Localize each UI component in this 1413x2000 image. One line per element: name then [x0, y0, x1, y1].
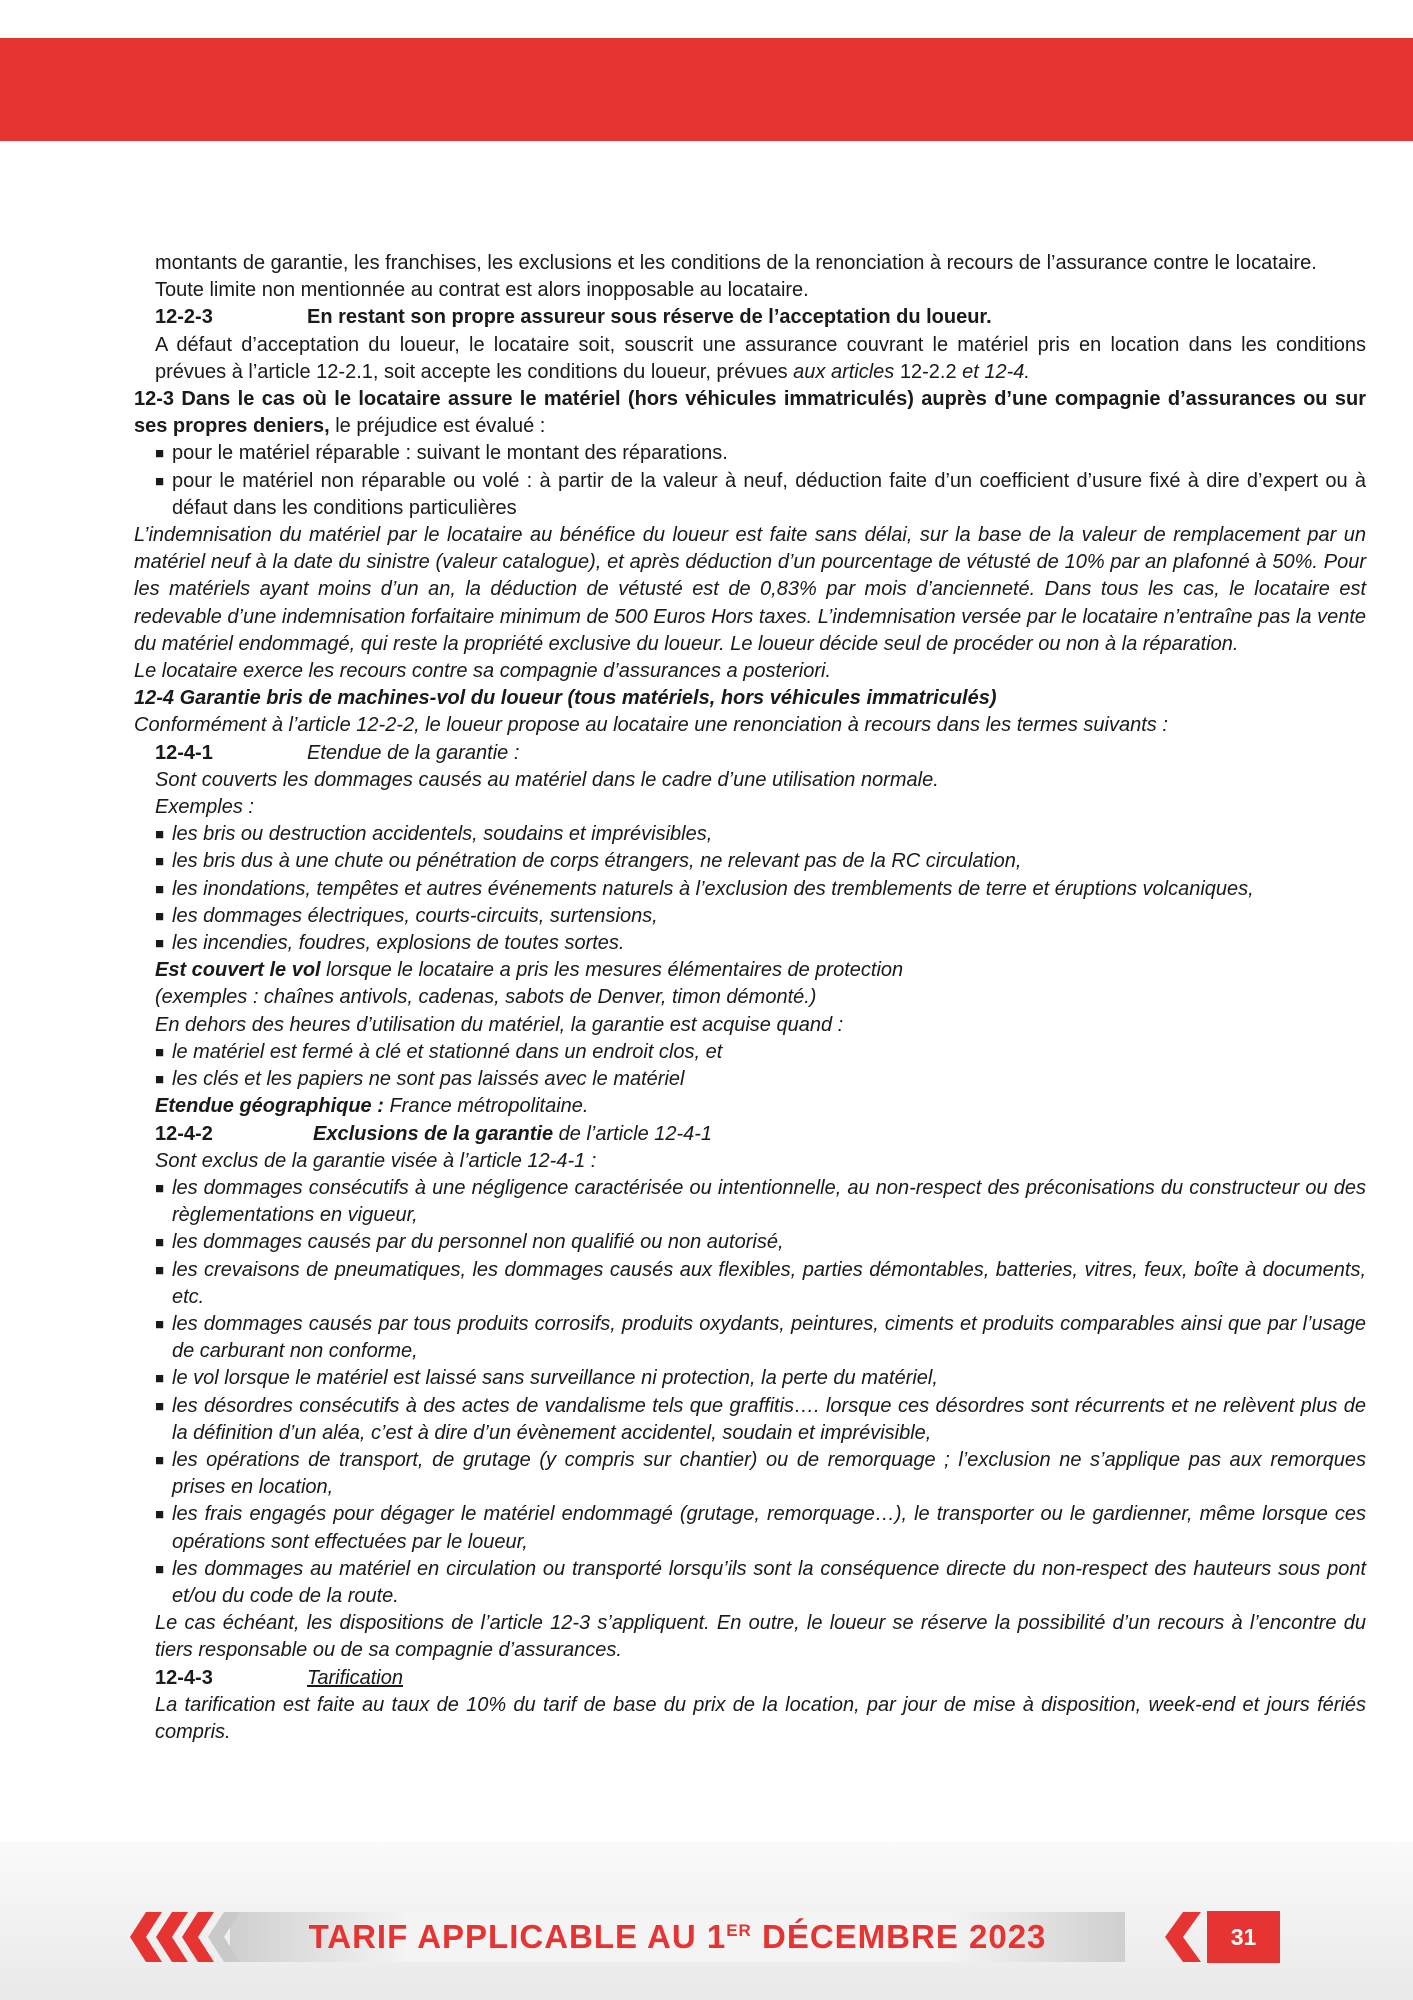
- paragraph: Toute limite non mentionnée au contrat est alors inopposable au locataire.: [155, 279, 809, 302]
- paragraph: L’indemnisation du matériel par le locataire au bénéfice du loueur est faite sans délai, sur la base de la valeur de remplacement par un matériel neuf à la date du sinistre (valeur catalogue), et après déduction d’un pourcentage de vétusté de 10% par an plafonné à 50%. Pour les matériels ayant moins d’un an, la déduction de vétusté est de 0,83% par mois d’ancienneté. Dans tous les cas, le locataire est redevable d’une indemnisation forfaitaire minimum de 500 Euros Hors taxes. L’indemnisation versée par le locataire n’entraîne pas la vente du matériel endommagé, qui reste la propriété exclusive du loueur. Le loueur décide seul de procéder ou non à la réparation.: [134, 524, 1366, 655]
- list-item: ■ les dommages consécutifs à une négligence caractérisée ou intentionnelle, au non-respect des préconisations du constructeur ou des règlementations en vigueur,: [155, 1176, 1366, 1227]
- paragraph: montants de garantie, les franchises, les exclusions et les conditions de la renonciation à recours de l’assurance contre le locataire.: [155, 252, 1317, 274]
- list-item: ■ les inondations, tempêtes et autres événements naturels à l’exclusion des tremblements de terre et éruptions volcaniques,: [155, 877, 1254, 900]
- paragraph: Le locataire exerce les recours contre sa compagnie d’assurances a posteriori.: [134, 660, 832, 683]
- paragraph: Exemples :: [155, 796, 254, 819]
- section-heading-12-4-3: 12-4-3 Tarification: [155, 1666, 403, 1689]
- footer-title: TARIF APPLICABLE AU 1ER DÉCEMBRE 2023: [308, 1918, 1047, 1955]
- list-item: ■ les frais engagés pour dégager le matériel endommagé (grutage, remorquage…), le transporter ou le gardienner, même lorsque ces opérations sont effectuées par le loueur,: [155, 1503, 1366, 1553]
- list-item: ■ pour le matériel réparable : suivant le montant des réparations.: [155, 442, 728, 465]
- section-heading-12-4-1: 12-4-1 Etendue de la garantie :: [155, 741, 520, 764]
- list-item: ■ les crevaisons de pneumatiques, les dommages causés aux flexibles, parties démontables, batteries, vitres, feux, boîte à documents, etc.: [155, 1258, 1366, 1308]
- section-heading-12-2-3: [134, 304, 1366, 331]
- paragraph: Sont couverts les dommages causés au matériel dans le cadre d’une utilisation normale.: [155, 768, 939, 791]
- page-number: 31: [1207, 1911, 1280, 1963]
- section-heading-12-3: 12-3 Dans le cas où le locataire assure le matériel (hors véhicules immatriculés) auprès d’une compagnie d’assurances ou sur ses propres deniers, le préjudice est évalué :: [134, 388, 1366, 438]
- list-item: ■ les opérations de transport, de grutage (y compris sur chantier) ou de remorquage ; l’exclusion ne s’applique pas aux remorques prises en location,: [155, 1448, 1366, 1499]
- list-item: ■ les clés et les papiers ne sont pas laissés avec le matériel: [155, 1068, 685, 1091]
- paragraph: En dehors des heures d’utilisation du matériel, la garantie est acquise quand :: [155, 1013, 844, 1036]
- list-item: ■ les désordres consécutifs à des actes de vandalisme tels que graffitis…. lorsque ces désordres sont récurrents et ne relèvent plus de la définition d’un aléa, c’est à dire d’un évènement accidentel, soudain et imprévisible,: [155, 1394, 1366, 1444]
- list-item: ■ le matériel est fermé à clé et stationné dans un endroit clos, et: [155, 1040, 723, 1063]
- paragraph: Conformément à l’article 12-2-2, le loueur propose au locataire une renonciation à recours dans les termes suivants :: [134, 714, 1168, 737]
- list-item: ■ les dommages causés par tous produits corrosifs, produits oxydants, peintures, ciments et produits comparables ainsi que par l’usage de carburant non conforme,: [155, 1312, 1366, 1363]
- paragraph: Etendue géographique : France métropolitaine.: [155, 1095, 589, 1118]
- chevron-left-icon: [1163, 1912, 1203, 1962]
- list-item: ■ les dommages au matériel en circulation ou transporté lorsqu’ils sont la conséquence directe du non-respect des hauteurs sous pont et/ou du code de la route.: [155, 1557, 1366, 1607]
- paragraph: Sont exclus de la garantie visée à l’article 12-4-1 :: [155, 1149, 597, 1172]
- document-body: [134, 250, 1366, 1746]
- list-item: ■ le vol lorsque le matériel est laissé sans surveillance ni protection, la perte du matériel,: [155, 1367, 938, 1390]
- list-item: ■ les bris dus à une chute ou pénétration de corps étrangers, ne relevant pas de la RC circulation,: [155, 850, 1022, 873]
- section-title: En restant son propre assureur sous réserve de l’acceptation du loueur.: [307, 306, 992, 329]
- section-heading-12-4-2: 12-4-2 Exclusions de la garantie de l’article 12-4-1: [155, 1122, 713, 1145]
- paragraph: (exemples : chaînes antivols, cadenas, sabots de Denver, timon démonté.): [155, 986, 817, 1009]
- list-item: ■ les bris ou destruction accidentels, soudains et imprévisibles,: [155, 823, 713, 846]
- paragraph: Est couvert le vol lorsque le locataire a pris les mesures élémentaires de protection: [155, 959, 904, 982]
- section-heading-12-4: 12-4 Garantie bris de machines-vol du loueur (tous matériels, hors véhicules immatriculés): [134, 687, 997, 710]
- list-item: ■ les dommages électriques, courts-circuits, surtensions,: [155, 904, 658, 927]
- paragraph: Le cas échéant, les dispositions de l’article 12-3 s’appliquent. En outre, le loueur se réserve la possibilité d’un recours à l’encontre du tiers responsable ou de sa compagnie d’assurances.: [155, 1612, 1366, 1662]
- list-item: ■ les dommages causés par du personnel non qualifié ou non autorisé,: [155, 1231, 784, 1254]
- list-item: ■ les incendies, foudres, explosions de toutes sortes.: [155, 932, 625, 955]
- header-banner: [0, 38, 1413, 141]
- paragraph: La tarification est faite au taux de 10% du tarif de base du prix de la location, par jour de mise à disposition, week-end et jours fériés compris.: [155, 1693, 1366, 1743]
- list-item: ■ pour le matériel non réparable ou volé : à partir de la valeur à neuf, déduction faite d’un coefficient d’usure fixé à dire d’expert ou à défaut dans les conditions particulières: [155, 469, 1366, 519]
- section-number: 12-2-3: [155, 306, 213, 329]
- paragraph: A défaut d’acceptation du loueur, le locataire soit, souscrit une assurance couvrant le matériel pris en location dans les conditions prévues à l’article 12-2.1, soit accepte les conditions du loueur, prévues aux articles 12-2.2 et 12-4.: [155, 333, 1366, 383]
